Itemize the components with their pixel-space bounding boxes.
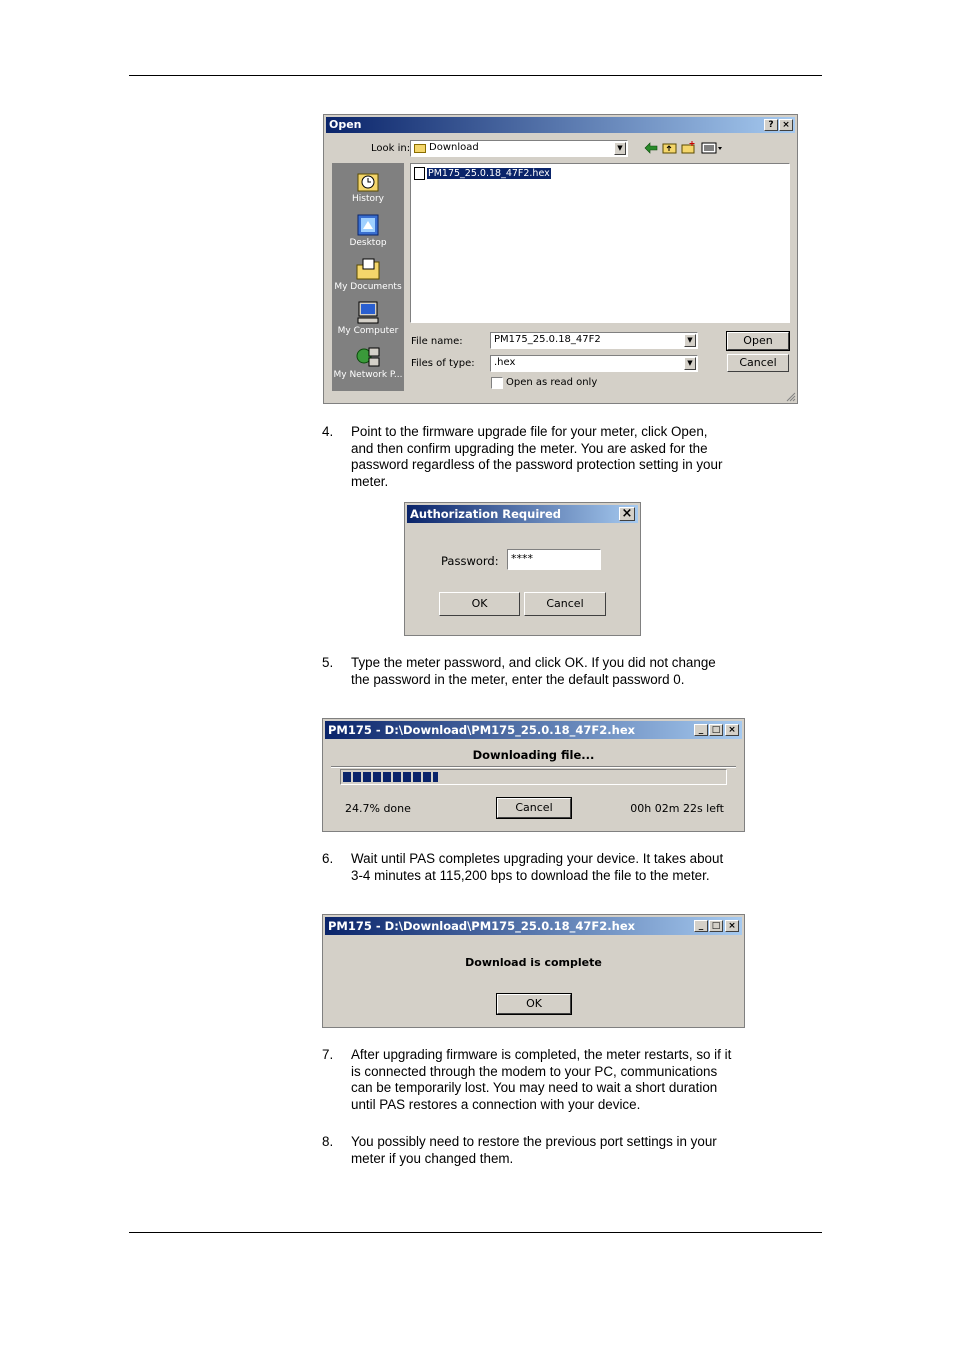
maximize-button[interactable]: □ [709, 920, 723, 932]
chevron-down-icon[interactable]: ▼ [614, 142, 626, 155]
download-dialog [322, 718, 745, 832]
step-8: 8. You possibly need to restore the previous port settings in your meter if you changed them. [322, 1134, 717, 1166]
cancel-button[interactable]: Cancel [497, 798, 571, 818]
download-dialog-title: PM175 - D:\Download\PM175_25.0.18_47F2.hex [328, 723, 636, 737]
step-5: 5. Type the meter password, and click OK. If you did not change the password in the meter, enter the default password 0. [322, 655, 716, 687]
open-dialog-titlebar [326, 117, 795, 133]
place-desktop[interactable]: Desktop [332, 213, 404, 248]
chevron-down-icon[interactable]: ▼ [684, 334, 696, 347]
close-button[interactable]: × [725, 724, 739, 736]
place-history[interactable]: History [332, 169, 404, 204]
files-of-type-label: Files of type: [411, 358, 475, 369]
downloading-heading: Downloading file... [472, 748, 595, 762]
complete-dialog [322, 914, 745, 1028]
complete-dialog-titlebar [325, 917, 742, 935]
file-list[interactable] [410, 163, 790, 323]
help-button[interactable]: ? [764, 119, 778, 131]
progress-bar [340, 769, 727, 785]
place-my-network[interactable]: My Network P... [332, 345, 404, 380]
ok-button[interactable]: OK [497, 994, 571, 1014]
place-my-computer[interactable]: My Computer [332, 301, 404, 336]
readonly-checkbox[interactable] [491, 377, 503, 389]
footer-rule [129, 1232, 822, 1233]
complete-message: Download is complete [465, 956, 602, 969]
close-button[interactable]: × [779, 119, 793, 131]
folder-icon [414, 144, 426, 153]
hex-file-icon [414, 167, 425, 180]
minimize-button[interactable]: _ [694, 920, 708, 932]
password-input[interactable]: **** [507, 549, 601, 570]
network-places-icon [355, 345, 381, 369]
file-name-input[interactable]: PM175_25.0.18_47F2 ▼ [490, 332, 698, 349]
view-menu-icon[interactable] [701, 142, 723, 154]
look-in-label: Look in: [371, 143, 411, 154]
look-in-dropdown[interactable] [410, 140, 628, 157]
cancel-button[interactable]: Cancel [727, 354, 789, 372]
files-of-type-select[interactable]: .hex ▼ [490, 355, 698, 372]
heading-divider [331, 766, 736, 768]
open-button[interactable]: Open [727, 332, 789, 350]
auth-dialog-title: Authorization Required [410, 507, 561, 521]
open-dialog-title: Open [329, 118, 362, 131]
password-label: Password: [441, 554, 499, 568]
complete-dialog-title: PM175 - D:\Download\PM175_25.0.18_47F2.hex [328, 919, 636, 933]
step-6: 6. Wait until PAS completes upgrading your device. It takes about 3-4 minutes at 115,200 bps to download the file to the meter. [322, 851, 724, 883]
progress-percent: 24.7% done [345, 802, 411, 815]
minimize-button[interactable]: _ [694, 724, 708, 736]
my-documents-icon [355, 257, 381, 281]
auth-dialog-titlebar [407, 505, 638, 523]
readonly-label: Open as read only [506, 377, 598, 388]
back-icon[interactable] [644, 142, 658, 154]
step-7: 7. After upgrading firmware is completed, the meter restarts, so if it is connected through the modem to your PC, communications can be temporarily lost. You may need to wait a short duration until PAS restores a connection with your device. [322, 1047, 732, 1112]
cancel-button[interactable]: Cancel [524, 592, 606, 616]
header-rule [129, 75, 822, 76]
look-in-value: Download [429, 142, 479, 153]
step-4: 4. Point to the firmware upgrade file for your meter, click Open, and then confirm upgrading the meter. You are asked for the password regardless of the password protection setting in your meter. [322, 424, 723, 489]
open-dialog [323, 114, 798, 404]
maximize-button[interactable]: □ [709, 724, 723, 736]
places-bar [332, 163, 404, 391]
time-left: 00h 02m 22s left [630, 802, 724, 815]
history-icon [355, 169, 381, 193]
up-folder-icon[interactable] [662, 141, 677, 154]
download-dialog-titlebar [325, 721, 742, 739]
resize-grip-icon[interactable] [785, 391, 796, 402]
new-folder-icon[interactable] [681, 141, 696, 154]
my-computer-icon [355, 301, 381, 325]
desktop-icon [355, 213, 381, 237]
close-button[interactable]: × [725, 920, 739, 932]
file-item[interactable]: PM175_25.0.18_47F2.hex [414, 167, 551, 180]
chevron-down-icon[interactable]: ▼ [684, 357, 696, 370]
progress-fill [343, 772, 438, 782]
close-button[interactable]: × [619, 507, 635, 521]
auth-dialog [404, 502, 641, 636]
ok-button[interactable]: OK [439, 592, 520, 616]
place-my-documents[interactable]: My Documents [332, 257, 404, 292]
file-name-label: File name: [411, 336, 463, 347]
